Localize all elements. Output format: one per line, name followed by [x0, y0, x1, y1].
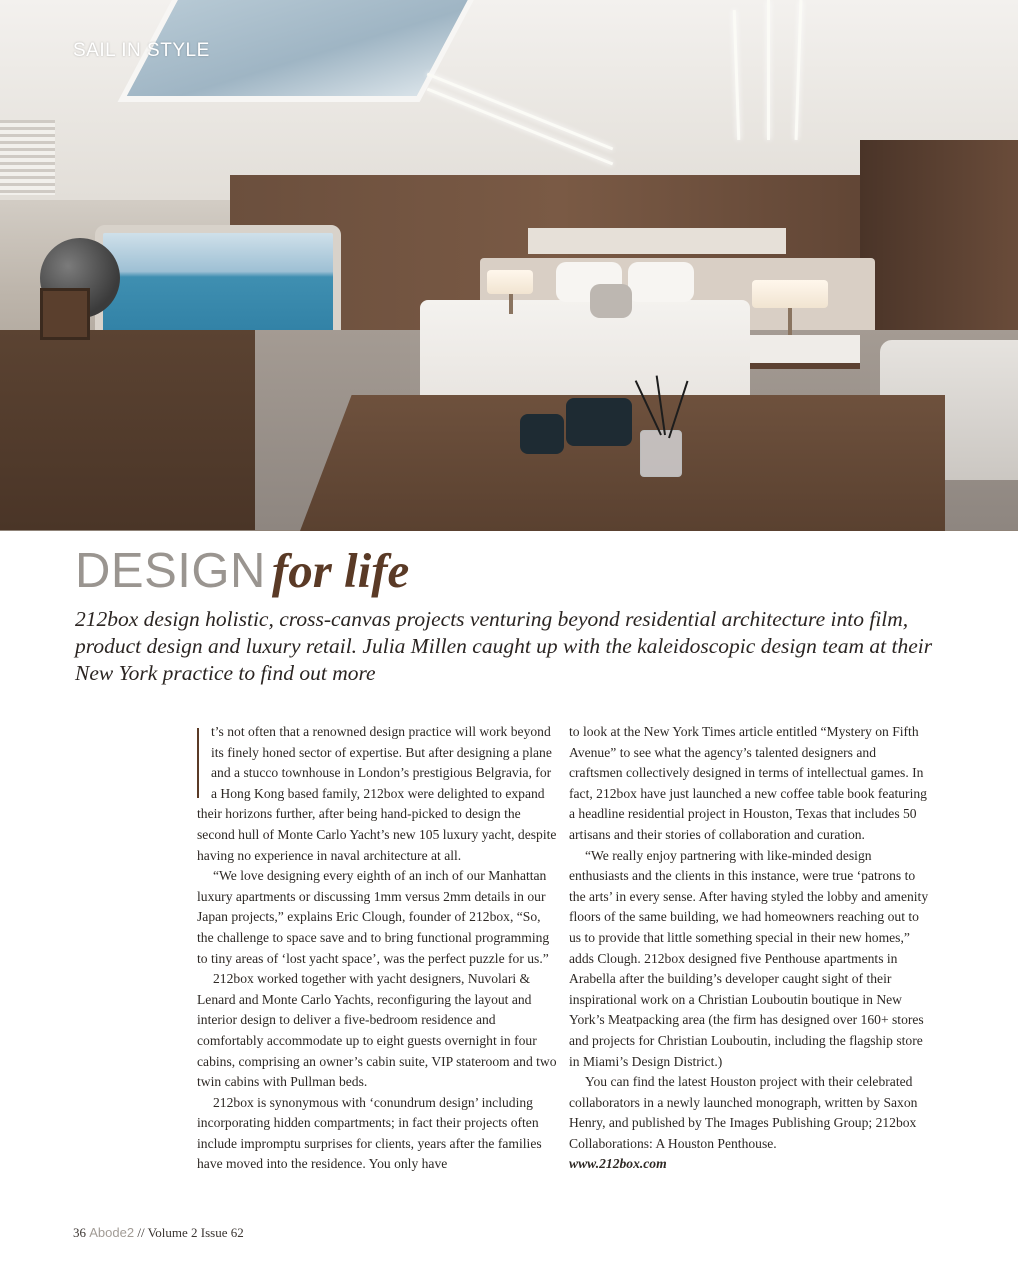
lamp-stand	[509, 294, 513, 314]
body-paragraph: You can find the latest Houston project with their celebrated collaborators in a newly launched monograph, written by Saxon Henry, and published by The Images Publishing Group; 212box Collaborations: A Houston Penthouse.	[569, 1074, 918, 1151]
magazine-name: Abode2	[89, 1225, 135, 1240]
body-paragraph: “We really enjoy partnering with like-minded design enthusiasts and the clients in this instance, were true ‘patrons to the arts’ in every sense. After having styled the lobby and amenity floors of the same building, we had homeowners reaching out to us to provide that little something special in their new homes,” adds Clough. 212box designed five Penthouse apartments in Arabella after the building’s developer caught sight of their inspirational work on a Christian Louboutin boutique in New York’s Meatpacking area (the firm has designed over 160+ stores and projects for Christian Louboutin, including the flagship store in Miami’s Design District.)	[569, 847, 929, 1069]
lamp-icon	[487, 270, 533, 294]
body-column-left	[197, 722, 559, 1175]
body-paragraph: 212box worked together with yacht designers, Nuvolari & Lenard and Monte Carlo Yachts, reconfiguring the layout and interior design to deliver a five-bedroom residence and comfortably accommodate up to eight guests overnight in four cabins, comprising an owner’s cabin suite, VIP stateroom and two twin cabins with Pullman beds.	[197, 971, 557, 1090]
pillow	[628, 262, 694, 302]
photo-frame	[40, 288, 90, 340]
ceiling-light-strip	[767, 0, 770, 140]
headline-caps: DESIGN	[75, 544, 266, 598]
body-paragraph: 212box is synonymous with ‘conundrum design’ including incorporating hidden compartments; in fact their projects often include impromptu surprises for clients, years after the families have moved into the residence. You only have	[197, 1094, 542, 1172]
standfirst: 212box design holistic, cross-canvas projects venturing beyond residential architecture into film, product design and luxury retail. Julia Millen caught up with the kaleidoscopic design team at their New York practice to find out more	[75, 607, 933, 685]
drop-cap-rule	[197, 728, 205, 798]
nightstand	[750, 335, 860, 369]
body-paragraph: to look at the New York Times article entitled “Mystery on Fifth Avenue” to see what the agency’s talented designers and craftsmen collectively designed in terms of intellectual games. In fact, 212box have just launched a new coffee table book featuring a headline residential project in Houston, Texas that includes 50 artisans and their stories of collaboration and curation.	[569, 724, 927, 842]
website-link[interactable]: www.212box.com	[569, 1156, 667, 1172]
wall-shelf	[528, 228, 786, 254]
body-column-right	[569, 722, 931, 1175]
dark-box	[566, 398, 632, 446]
hero-photo-yacht-cabin	[0, 0, 1018, 531]
headline	[75, 542, 409, 599]
section-label: SAIL IN STYLE	[73, 40, 210, 61]
page-folio	[73, 1225, 244, 1241]
dark-box	[520, 414, 564, 454]
body-paragraph-text: t’s not often that a renowned design practice will work beyond its finely honed sector of expertise. But after designing a plane and a stucco townhouse in London’s prestigious Belgravia, for a Hong Kong based family, 212box were delighted to expand their horizons further, after being hand-picked to design the second hull of Monte Carlo Yacht’s new 105 luxury yacht, despite having no experience in naval architecture at all.	[197, 724, 557, 863]
lamp-stand	[788, 308, 792, 338]
headline-script: for life	[271, 543, 410, 598]
body-paragraph	[197, 722, 559, 866]
body-paragraph: “We love designing every eighth of an inch of our Manhattan luxury apartments or discussing 1mm versus 2mm details in our Japan projects,” explains Eric Clough, founder of 212box, “So, the challenge to space save and to bring functional programming to tiny areas of ‘lost yacht space’, was the perfect puzzle for us.”	[197, 868, 550, 966]
wooden-cabinet	[0, 330, 255, 530]
cushion	[590, 284, 632, 318]
page-number: 36	[73, 1225, 86, 1240]
air-vent	[0, 120, 55, 195]
lamp-icon	[752, 280, 828, 308]
issue-info: // Volume 2 Issue 62	[137, 1225, 244, 1240]
reed-diffuser	[640, 430, 682, 477]
